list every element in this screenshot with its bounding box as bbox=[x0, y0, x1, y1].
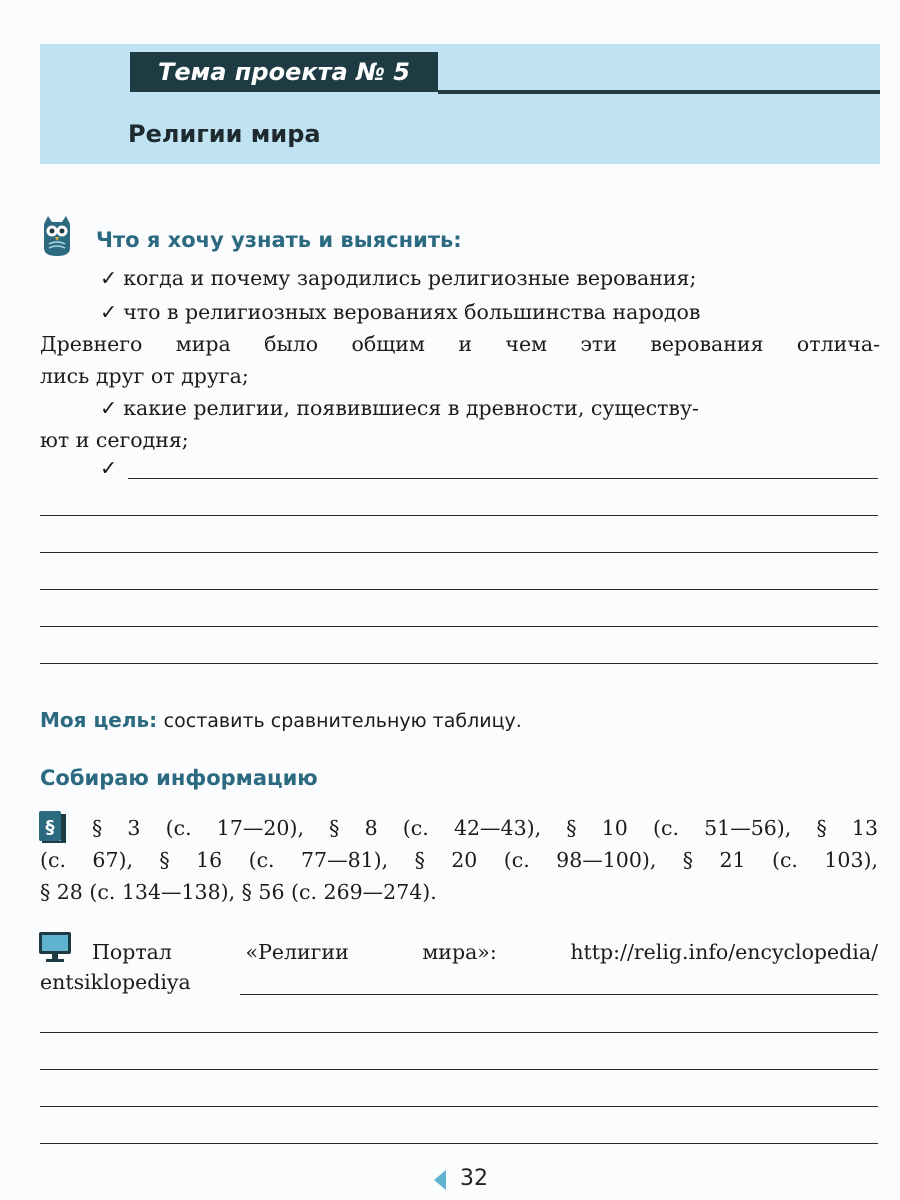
owl-icon bbox=[40, 214, 74, 258]
learn-item-3-line-1: ✓ какие религии, появившиеся в древности, существу- bbox=[100, 396, 699, 420]
portal-line-1: Портал «Религии мира»: http://relig.info/encyclopedia/ bbox=[92, 940, 878, 964]
answer-line[interactable] bbox=[40, 552, 878, 553]
project-topic-label: Тема проекта № 5 bbox=[130, 52, 438, 92]
answer-line[interactable] bbox=[40, 626, 878, 627]
answer-line[interactable] bbox=[40, 515, 878, 516]
answer-line[interactable] bbox=[40, 1032, 878, 1033]
paragraph-book-icon bbox=[38, 810, 68, 844]
topic-rule bbox=[438, 90, 880, 94]
computer-monitor-icon bbox=[38, 930, 72, 964]
page-arrow-icon bbox=[430, 1168, 450, 1192]
portal-line-2: entsiklopediya bbox=[40, 970, 191, 994]
answer-line[interactable] bbox=[40, 589, 878, 590]
page-number: 32 bbox=[460, 1166, 488, 1191]
answer-line[interactable] bbox=[40, 1143, 878, 1144]
learn-item-1: ✓ когда и почему зародились религиозные верования; bbox=[100, 266, 697, 290]
check-icon: ✓ bbox=[100, 456, 118, 480]
references-line-2: (с. 67), § 16 (с. 77—81), § 20 (с. 98—100), § 21 (с. 103), bbox=[40, 848, 878, 872]
goal-label: Моя цель: bbox=[40, 708, 158, 732]
answer-line[interactable] bbox=[40, 1069, 878, 1070]
goal-text: составить сравнительную таблицу. bbox=[163, 710, 522, 732]
collect-heading: Собираю информацию bbox=[40, 766, 318, 790]
answer-line[interactable] bbox=[40, 663, 878, 664]
learn-item-2-line-2: Древнего мира было общим и чем эти верования отлича- bbox=[40, 332, 880, 356]
references-line-1: § 3 (с. 17—20), § 8 (с. 42—43), § 10 (с. 51—56), § 13 bbox=[92, 816, 878, 840]
learn-item-4-check bbox=[100, 452, 123, 484]
answer-line[interactable] bbox=[240, 994, 878, 995]
goal-row bbox=[40, 704, 522, 737]
learn-item-2-line-3: лись друг от друга; bbox=[40, 364, 249, 388]
learn-item-3-line-2: ют и сегодня; bbox=[40, 428, 189, 452]
answer-line[interactable] bbox=[128, 478, 878, 479]
svg-text:§: § bbox=[45, 817, 55, 838]
learn-heading: Что я хочу узнать и выяснить: bbox=[96, 228, 462, 252]
answer-line[interactable] bbox=[40, 1106, 878, 1107]
check-icon: ✓ bbox=[100, 300, 118, 324]
check-icon: ✓ bbox=[100, 396, 118, 420]
references-line-3: § 28 (с. 134—138), § 56 (с. 269—274). bbox=[40, 880, 437, 904]
check-icon: ✓ bbox=[100, 266, 118, 290]
learn-item-2-line-1: ✓ что в религиозных верованиях большинства народов bbox=[100, 300, 701, 324]
page-title: Религии мира bbox=[128, 120, 321, 148]
